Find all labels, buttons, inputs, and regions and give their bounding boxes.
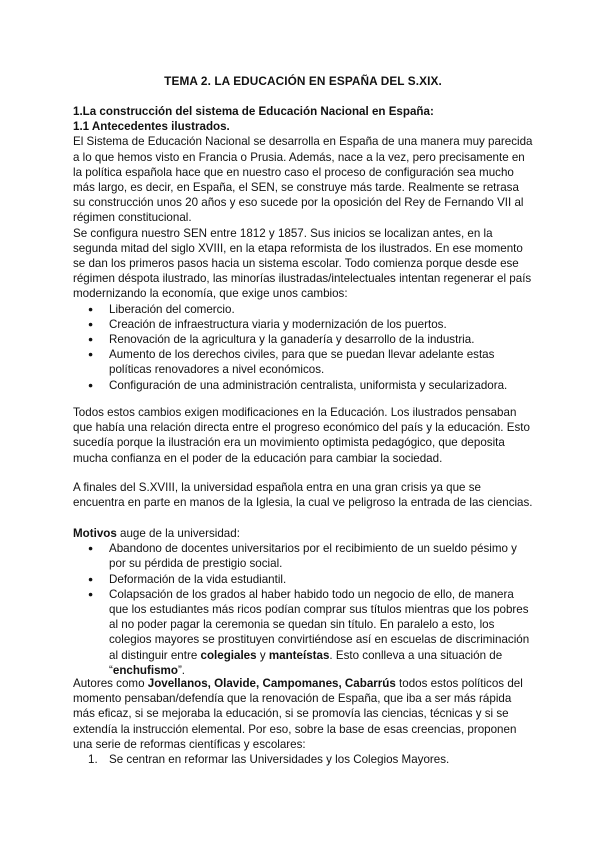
motivos-rest: auge de la universidad:: [116, 527, 240, 540]
motivos-block: [73, 526, 533, 678]
list-item: [73, 587, 533, 678]
list-item: ● Creación de infraestructura viaria y modernización de los puertos.: [73, 317, 533, 332]
motivos-list: [73, 541, 533, 678]
authors-names: Jovellanos, Olavide, Campomanes, Cabarrús: [147, 677, 396, 690]
motivos-bold: Motivos: [73, 527, 117, 540]
motivo3-text2: y: [256, 648, 269, 662]
paragraph-5-block: [73, 676, 533, 767]
section-1-heading: 1.La construcción del sistema de Educación Nacional en España:: [73, 105, 434, 118]
list-item: ● Abandono de docentes universitarios por el recibimiento de un sueldo pésimo y por su pérdida de prestigio social.: [73, 541, 533, 571]
paragraph-4: A finales del S.XVIII, la universidad española entra en una gran crisis ya que se encuentra en parte en manos de la Iglesia, la cual ve peligroso la entrada de las ciencias.: [73, 481, 533, 510]
list-item: [73, 752, 533, 767]
reforms-list: [73, 752, 533, 767]
motivo3-text4: ”.: [177, 663, 186, 677]
list-item-text: Se centran en reformar las Universidades y los Colegios Mayores.: [109, 753, 450, 767]
paragraph-3-block: [73, 405, 533, 466]
list-item: ● Aumento de los derechos civiles, para que se puedan llevar adelante estas políticas renovadores a nivel económicos.: [73, 347, 533, 377]
list-item: ● Renovación de la agricultura y la ganadería y desarrollo de la industria.: [73, 332, 533, 347]
term-colegiales: colegiales: [200, 648, 257, 662]
paragraph-2: Se configura nuestro SEN entre 1812 y 1857. Sus inicios se localizan antes, en la segunda mitad del siglo XVIII, en la etapa reformista de los ilustrados. En ese momento se dan los primeros pasos hacia un sistema escolar. Todo comienza porque desde ese régimen déspota ilustrado, las minorías ilustradas/intelectuales intentan regenerar el país modernizando la economía, que exige unos cambios:: [73, 226, 532, 301]
changes-list: [73, 302, 533, 393]
paragraph-1: El Sistema de Educación Nacional se desarrolla en España de una manera muy parecida a lo que hemos visto en Francia o Prusia. Además, nace a la vez, pero precisamente en la política española hace que en nuestro caso el proceso de configuración sea mucho más largo, es decir, en España, el SEN, se construye más tarde. Realmente se retrasa su construcción unos 20 años y eso sucede por la oposición del Rey de Fernando VII al régimen constitucional.: [73, 135, 533, 225]
list-item: ● Configuración de una administración centralista, uniformista y secularizadora.: [73, 378, 533, 393]
motivo3-text1: Colapsación de los grados al haber habido todo un negocio de ello, de manera que los estudiantes más ricos podían comprar sus títulos mientras que los pobres al no poder pagar la ceremonia se quedan sin título. En paralelo a esto, los colegios mayores se prostituyen convirtiéndose así en escuelas de discriminación al distinguir entre: [109, 587, 530, 662]
list-number: 1.: [88, 753, 98, 767]
paragraph-3: Todos estos cambios exigen modificaciones en la Educación. Los ilustrados pensaban que había una relación directa entre el progreso económico del país y la educación. Esto sucedía porque la ilustración era un movimiento optimista pedagógico, que deposita mucha confianza en el poder de la educación para cambiar la sociedad.: [73, 406, 530, 465]
section-1-heading-block: [73, 104, 533, 393]
motivo3-text3: . Esto conlleva a una situación de “: [109, 648, 503, 677]
list-item: ● Liberación del comercio.: [73, 302, 533, 317]
para5-text2: todos estos políticos del momento pensaban/defendía que la renovación de España, que iba a ser más rápida más eficaz, si se mejoraba la educación, si se promovía las ciencias, técnicas y si se extendía la instrucción elemental. Por eso, sobre la base de esas creencias, proponen una serie de reformas científicas y escolares:: [73, 677, 523, 751]
term-enchufismo: enchufismo: [112, 663, 178, 677]
section-1-1-heading: 1.1 Antecedentes ilustrados.: [73, 120, 230, 134]
para5-text1: Autores como: [73, 677, 148, 690]
paragraph-5: [73, 676, 533, 752]
motivos-heading: [73, 526, 533, 541]
document-title: TEMA 2. LA EDUCACIÓN EN ESPAÑA DEL S.XIX.: [164, 74, 442, 88]
term-manteistas: manteístas: [268, 648, 330, 662]
paragraph-4-block: [73, 480, 533, 510]
list-item: ● Deformación de la vida estudiantil.: [73, 572, 533, 587]
